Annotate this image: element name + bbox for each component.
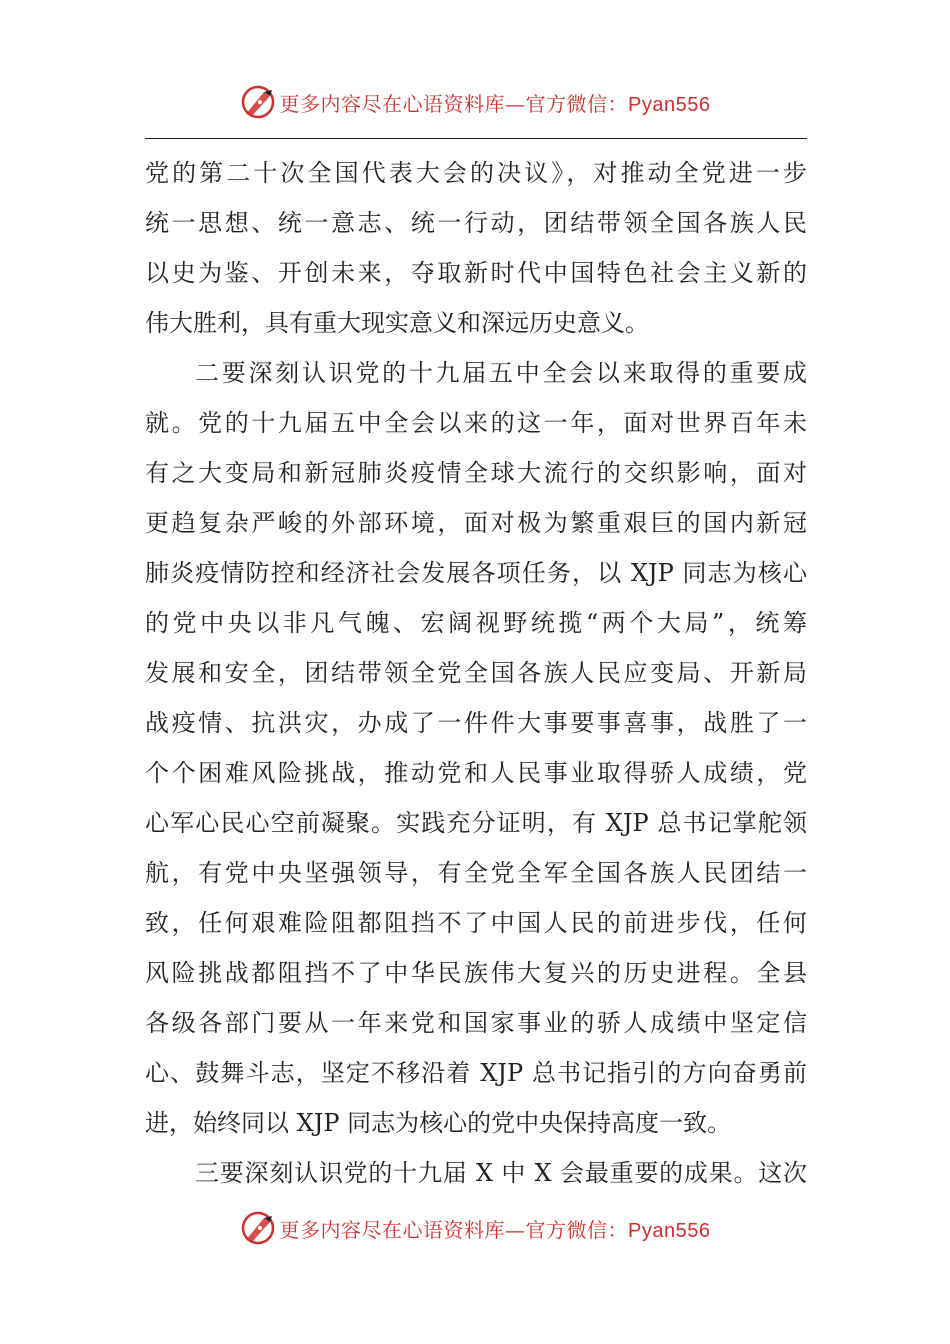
footer-banner (0, 1208, 950, 1248)
text-line: 心、鼓舞斗志，坚定不移沿着 XJP 总书记指引的方向奋勇前 (145, 1059, 807, 1087)
text-line: 心军心民心空前凝聚。实践充分证明，有 XJP 总书记掌舵领 (145, 809, 807, 837)
text-line: 进，始终同以 XJP 同志为核心的党中央保持高度一致。 (145, 1109, 732, 1137)
text-line: 伟大胜利，具有重大现实意义和深远历史意义。 (145, 309, 649, 337)
text-line: 肺炎疫情防控和经济社会发展各项任务，以 XJP 同志为核心 (145, 559, 807, 587)
text-line: 就。党的十九届五中全会以来的这一年，面对世界百年未 (145, 409, 807, 437)
text-line: 个个困难风险挑战，推动党和人民事业取得骄人成绩，党 (145, 759, 807, 787)
text-line: 有之大变局和新冠肺炎疫情全球大流行的交织影响，面对 (145, 459, 807, 487)
text-line: 战疫情、抗洪灾，办成了一件件大事要事喜事，战胜了一 (145, 709, 807, 737)
text-line: 发展和安全，团结带领全党全国各族人民应变局、开新局 (145, 659, 807, 687)
footer-wechat-label: 官方微信： (525, 1217, 629, 1242)
header-wechat-label: 官方微信： (525, 91, 629, 116)
footer-text (280, 1214, 711, 1243)
header-text (280, 88, 711, 117)
paragraph-start-line: 二要深刻认识党的十九届五中全会以来取得的重要成 (195, 359, 807, 387)
pen-nib-circle-icon (240, 1210, 276, 1246)
text-line: 风险挑战都阻挡不了中华民族伟大复兴的历史进程。全县 (145, 959, 807, 987)
text-line: 党的第二十次全国代表大会的决议》，对推动全党进一步 (145, 159, 807, 187)
header-brand: 更多内容尽在心语资料库 (279, 91, 506, 116)
footer-wechat-id: Pyan556 (628, 1219, 711, 1242)
header-divider (145, 138, 807, 139)
pen-nib-circle-icon (240, 84, 276, 120)
document-body (145, 148, 807, 1198)
text-line: 更趋复杂严峻的外部环境，面对极为繁重艰巨的国内新冠 (145, 509, 807, 537)
footer-dash: — (505, 1217, 526, 1242)
footer-brand: 更多内容尽在心语资料库 (279, 1217, 506, 1242)
paragraph-start-line: 三要深刻认识党的十九届 X 中 X 会最重要的成果。这次 (195, 1159, 807, 1187)
header-banner (0, 82, 950, 122)
text-line: 的党中央以非凡气魄、宏阔视野统揽“两个大局”，统筹 (145, 609, 807, 637)
text-line: 以史为鉴、开创未来，夺取新时代中国特色社会主义新的 (145, 259, 807, 287)
text-line: 致，任何艰难险阻都阻挡不了中国人民的前进步伐，任何 (145, 909, 807, 937)
header-dash: — (505, 91, 526, 116)
text-line: 航，有党中央坚强领导，有全党全军全国各族人民团结一 (145, 859, 807, 887)
header-wechat-id: Pyan556 (628, 93, 711, 116)
text-line: 各级各部门要从一年来党和国家事业的骄人成绩中坚定信 (145, 1009, 807, 1037)
text-line: 统一思想、统一意志、统一行动，团结带领全国各族人民 (145, 209, 807, 237)
